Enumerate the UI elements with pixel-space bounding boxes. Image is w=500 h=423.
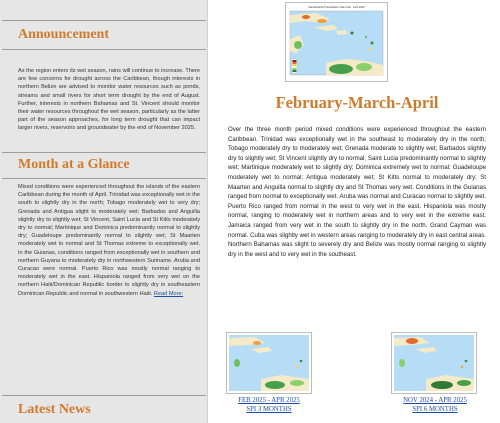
latest-news-heading: Latest News — [18, 402, 91, 417]
section-divider — [2, 49, 206, 50]
caribbean-spi-map — [286, 9, 387, 79]
map-title: Standardized Precipitation Index Feb - April 2025 — [308, 6, 365, 9]
announcement-text: As the region enters its wet season, rains will continue to increase. There are few concerns for drought across the Caribbean, though interests in northern Belize are advised to monitor water resources such as ponds, streams and small rivers for short term drought by the end of August. Further, interests in northern Bahamas and St. Vincent should monitor their water resources throughout the wet season, particularly as the latter part of the season approaches, for long term drought that can impact larger rivers, reservoirs and groundwater by the end of November 2025. — [18, 68, 200, 132]
page-title: February-March-April — [275, 93, 439, 112]
spi-6-month-map — [392, 333, 476, 393]
caption-period: NOV 2024 - APR 2025 — [403, 397, 467, 404]
spi-3-month-map — [227, 333, 311, 393]
caption-period: FEB 2025 - APR 2025 — [238, 397, 300, 404]
month-at-a-glance-heading: Month at a Glance — [18, 157, 130, 172]
section-divider — [2, 395, 206, 396]
caption-spi-label: SPI 6 MONTHS — [412, 405, 458, 413]
spi-map-figure — [285, 2, 388, 82]
spi-6-month-caption-link[interactable] — [382, 397, 488, 414]
caption-spi-label: SPI 3 MONTHS — [246, 405, 292, 413]
section-divider — [2, 152, 206, 153]
read-more-link[interactable]: Read More: — [153, 290, 184, 297]
sidebar — [0, 0, 208, 423]
announcement-heading: Announcement — [18, 27, 110, 42]
spi-3-month-caption-link[interactable] — [216, 397, 322, 414]
section-divider — [2, 178, 206, 179]
month-at-a-glance-text: Mixed conditions were experienced throughout the islands of the eastern Caribbean during the month of April. Trinidad was exceptionally wet in the south to slightly dry in the north; Tobago moderately wet to very dry; Grenada and Antigua slight to moderately wet; Barbados and Anguilla slightly dry to slightly wet; St Vincent, Saint Lucia and St Kitts moderately dry to normal; Martinique and Dominica predominantly normal to slightly dry; Guadeloupe predominantly normal to slightly wet; St Maarten moderately wet to normal and St Thomas extreme to exceptionally wet. In the Guianas, conditions ranged from exceptionally wet in southern and northern Guyana to moderately dry in northwestern Suriname. Aruba and Curacao were normal. Puerto Rico was mostly normal ranging to moderately wet in the east. Hispaniola ranged from very wet on the northern Haiti/Dominican Republic border to slightly dry in southeastern Dominican Republic and normal in southwestern Haiti. Read More: — [18, 184, 200, 297]
fma-summary-text: Over the three month period mixed conditions were experienced throughout the eastern Caribbean. Trinidad was exceptionally wet in the southeast to moderately dry in the north; Tobago moderately dry to moderately wet; Grenada moderate to slightly wet; Barbados slightly dry to slightly wet; St Vincent slightly dry to normal; Saint Lucia predominantly normal to slightly wet; Martinique moderately wet to slightly dry; Dominica extremely wet to normal; Guadeloupe moderately wet to normal; Antigua moderately wet; St Kitts normal to moderately dry; St Maarten and Anguilla normal to slightly dry and St Thomas very wet. Conditions in the Guianas ranged from normal to exceptionally wet. Aruba was normal and Curacao normal to slightly wet. Puerto Rico ranged from normal in the west to very wet in the east. Hispaniola was mostly normal, ranging to moderately wet in northern areas and to very wet in the extreme east. Jamaica ranged from very wet in the south to slightly dry in the north. Grand Cayman was normal. Cuba was slightly wet in western areas ranging to moderately dry in east central areas. Northern Bahamas was slight to severely dry and Belize was mostly normal ranging to slightly dry in the west and to very wet in the southeast. — [228, 126, 486, 258]
spi-6-month-map-thumbnail[interactable] — [391, 332, 477, 394]
section-divider — [2, 20, 206, 21]
spi-3-month-map-thumbnail[interactable] — [226, 332, 312, 394]
